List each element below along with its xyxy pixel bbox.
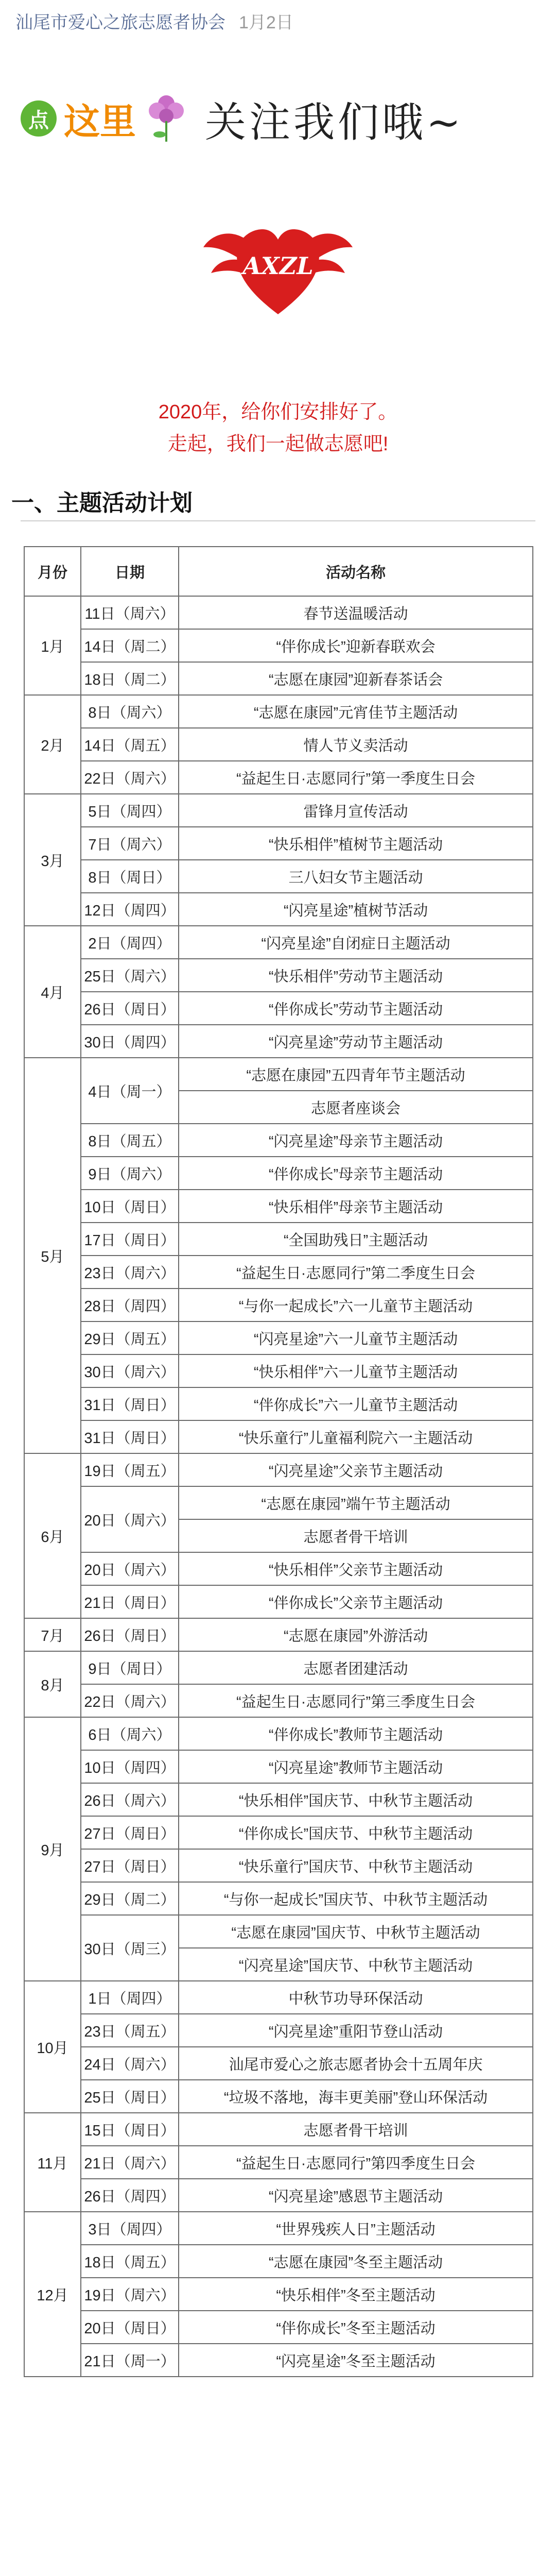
table-row [24, 1816, 533, 1849]
activity-name-cell: “伴你成长”教师节主题活动 [179, 1717, 533, 1750]
date-cell: 20日（周六） [81, 1552, 179, 1585]
table-row [24, 1915, 533, 1948]
activity-name-cell: “快乐相伴”劳动节主题活动 [179, 959, 533, 992]
logo-text: AXZL [242, 252, 314, 280]
date-cell: 30日（周四） [81, 1025, 179, 1058]
activity-name-cell: “快乐相伴”冬至主题活动 [179, 2278, 533, 2311]
date-cell: 31日（周日） [81, 1420, 179, 1453]
month-cell: 3月 [24, 794, 81, 926]
date-cell: 12日（周四） [81, 893, 179, 926]
activity-name-cell: “快乐相伴”国庆节、中秋节主题活动 [179, 1783, 533, 1816]
date-cell: 23日（周六） [81, 1256, 179, 1289]
table-row [24, 1486, 533, 1519]
activity-name-cell: 春节送温暖活动 [179, 596, 533, 629]
date-cell: 31日（周日） [81, 1387, 179, 1420]
date-cell: 18日（周二） [81, 662, 179, 695]
date-cell: 21日（周六） [81, 2146, 179, 2179]
activity-name-cell: “垃圾不落地，海丰更美丽”登山环保活动 [179, 2080, 533, 2113]
activity-name-cell: “快乐童行”儿童福利院六一主题活动 [179, 1420, 533, 1453]
date-cell: 26日（周日） [81, 992, 179, 1025]
month-cell: 11月 [24, 2113, 81, 2212]
date-cell: 26日（周四） [81, 2179, 179, 2212]
date-cell: 27日（周日） [81, 1816, 179, 1849]
table-row [24, 695, 533, 728]
date-cell: 25日（周日） [81, 2080, 179, 2113]
activity-name-cell: “闪亮星途”自闭症日主题活动 [179, 926, 533, 959]
month-cell: 12月 [24, 2212, 81, 2377]
date-cell: 27日（周日） [81, 1849, 179, 1882]
date-cell: 28日（周四） [81, 1289, 179, 1321]
intro-line-2: 走起，我们一起做志愿吧! [167, 433, 389, 455]
activity-name-cell: “志愿在康园”迎新春茶话会 [179, 662, 533, 695]
header-month: 月份 [24, 547, 81, 596]
table-row [24, 596, 533, 629]
table-row [24, 959, 533, 992]
table-row [24, 1058, 533, 1091]
date-cell: 20日（周六） [81, 1486, 179, 1552]
date-cell: 20日（周日） [81, 2311, 179, 2344]
date-cell: 19日（周六） [81, 2278, 179, 2311]
month-cell: 4月 [24, 926, 81, 1058]
activity-name-cell: “伴你成长”冬至主题活动 [179, 2311, 533, 2344]
activity-name-cell: 志愿者骨干培训 [179, 1519, 533, 1552]
date-cell: 30日（周六） [81, 1354, 179, 1387]
activity-name-cell: 中秋节功导环保活动 [179, 1981, 533, 2014]
month-cell: 10月 [24, 1981, 81, 2113]
header-date: 日期 [81, 547, 179, 596]
flower-icon [143, 89, 189, 148]
activity-name-cell: “志愿在康园”外游活动 [179, 1618, 533, 1651]
activity-name-cell: “全国助残日”主题活动 [179, 1223, 533, 1256]
activity-name-cell: “志愿在康园”元宵佳节主题活动 [179, 695, 533, 728]
table-row [24, 1882, 533, 1915]
date-cell: 21日（周日） [81, 1585, 179, 1618]
table-row [24, 926, 533, 959]
table-row [24, 662, 533, 695]
activity-name-cell: “闪亮星途”国庆节、中秋节主题活动 [179, 1948, 533, 1981]
activity-name-cell: 志愿者团建活动 [179, 1651, 533, 1684]
activity-name-cell: “益起生日·志愿同行”第二季度生日会 [179, 1256, 533, 1289]
table-row [24, 1420, 533, 1453]
activity-name-cell: 三八妇女节主题活动 [179, 860, 533, 893]
table-row [24, 2113, 533, 2146]
activity-name-cell: “快乐相伴”母亲节主题活动 [179, 1190, 533, 1223]
date-cell: 24日（周六） [81, 2047, 179, 2080]
dot-logo-icon: 点 [21, 100, 57, 137]
activity-name-cell: “快乐相伴”父亲节主题活动 [179, 1552, 533, 1585]
table-row [24, 1783, 533, 1816]
org-name-link[interactable]: 汕尾市爱心之旅志愿者协会 [15, 12, 225, 32]
table-row [24, 1585, 533, 1618]
activity-name-cell: 情人节义卖活动 [179, 728, 533, 761]
date-cell: 22日（周六） [81, 761, 179, 794]
month-cell: 9月 [24, 1717, 81, 1981]
activity-name-cell: “快乐童行”国庆节、中秋节主题活动 [179, 1849, 533, 1882]
activity-name-cell: “闪亮星途”六一儿童节主题活动 [179, 1321, 533, 1354]
activity-name-cell: “闪亮星途”植树节活动 [179, 893, 533, 926]
section-divider [21, 520, 535, 521]
section-title-theme-plan: 一、主题活动计划 [11, 490, 193, 516]
date-cell: 26日（周日） [81, 1618, 179, 1651]
table-row [24, 2047, 533, 2080]
table-row [24, 1354, 533, 1387]
activity-name-cell: “与你一起成长”国庆节、中秋节主题活动 [179, 1882, 533, 1915]
table-row [24, 2278, 533, 2311]
table-row [24, 1289, 533, 1321]
activity-name-cell: “志愿在康园”五四青年节主题活动 [179, 1058, 533, 1091]
follow-banner [21, 77, 535, 160]
table-row [24, 827, 533, 860]
table-row [24, 794, 533, 827]
association-logo [201, 206, 355, 319]
table-row [24, 1618, 533, 1651]
activity-name-cell: “世界残疾人日”主题活动 [179, 2212, 533, 2245]
activity-name-cell: “志愿在康园”国庆节、中秋节主题活动 [179, 1915, 533, 1948]
date-cell: 8日（周日） [81, 860, 179, 893]
activity-name-cell: “益起生日·志愿同行”第三季度生日会 [179, 1684, 533, 1717]
table-row [24, 1651, 533, 1684]
activity-name-cell: “益起生日·志愿同行”第一季度生日会 [179, 761, 533, 794]
date-cell: 19日（周五） [81, 1453, 179, 1486]
article-header [0, 0, 556, 41]
activity-name-cell: “伴你成长”六一儿童节主题活动 [179, 1387, 533, 1420]
table-row [24, 2146, 533, 2179]
date-cell: 10日（周日） [81, 1190, 179, 1223]
date-cell: 8日（周六） [81, 695, 179, 728]
date-cell: 9日（周日） [81, 1651, 179, 1684]
activity-name-cell: “伴你成长”国庆节、中秋节主题活动 [179, 1816, 533, 1849]
table-row [24, 1981, 533, 2014]
table-row [24, 629, 533, 662]
month-cell: 5月 [24, 1058, 81, 1453]
date-cell: 29日（周二） [81, 1882, 179, 1915]
table-row [24, 1552, 533, 1585]
table-row [24, 893, 533, 926]
activity-name-cell: “伴你成长”母亲节主题活动 [179, 1157, 533, 1190]
theme-activity-table [24, 546, 533, 2377]
date-cell: 11日（周六） [81, 596, 179, 629]
date-cell: 14日（周五） [81, 728, 179, 761]
table-row [24, 1684, 533, 1717]
table-header-row [24, 547, 533, 596]
activity-name-cell: “伴你成长”父亲节主题活动 [179, 1585, 533, 1618]
activity-name-cell: “与你一起成长”六一儿童节主题活动 [179, 1289, 533, 1321]
follow-us-text: 关注我们哦~ [205, 98, 464, 146]
header-activity: 活动名称 [179, 547, 533, 596]
date-cell: 29日（周五） [81, 1321, 179, 1354]
activity-name-cell: “闪亮星途”母亲节主题活动 [179, 1124, 533, 1157]
date-cell: 8日（周五） [81, 1124, 179, 1157]
date-cell: 26日（周六） [81, 1783, 179, 1816]
table-row [24, 1025, 533, 1058]
table-row [24, 992, 533, 1025]
table-row [24, 1321, 533, 1354]
table-row [24, 2080, 533, 2113]
table-row [24, 761, 533, 794]
activity-name-cell: “闪亮星途”教师节主题活动 [179, 1750, 533, 1783]
month-cell: 2月 [24, 695, 81, 794]
activity-name-cell: “闪亮星途”父亲节主题活动 [179, 1453, 533, 1486]
table-row [24, 1387, 533, 1420]
activity-name-cell: “闪亮星途”冬至主题活动 [179, 2344, 533, 2377]
date-cell: 2日（周四） [81, 926, 179, 959]
table-row [24, 1849, 533, 1882]
date-cell: 1日（周四） [81, 1981, 179, 2014]
table-row [24, 1223, 533, 1256]
date-cell: 15日（周日） [81, 2113, 179, 2146]
activity-name-cell: 雷锋月宣传活动 [179, 794, 533, 827]
activity-name-cell: 汕尾市爱心之旅志愿者协会十五周年庆 [179, 2047, 533, 2080]
table-row [24, 2212, 533, 2245]
date-cell: 10日（周四） [81, 1750, 179, 1783]
date-cell: 6日（周六） [81, 1717, 179, 1750]
date-cell: 17日（周日） [81, 1223, 179, 1256]
date-cell: 21日（周一） [81, 2344, 179, 2377]
date-cell: 18日（周五） [81, 2245, 179, 2278]
date-cell: 3日（周四） [81, 2212, 179, 2245]
date-cell: 14日（周二） [81, 629, 179, 662]
activity-name-cell: “闪亮星途”感恩节主题活动 [179, 2179, 533, 2212]
table-row [24, 1717, 533, 1750]
month-cell: 7月 [24, 1618, 81, 1651]
date-cell: 23日（周五） [81, 2014, 179, 2047]
date-cell: 4日（周一） [81, 1058, 179, 1124]
table-row [24, 2014, 533, 2047]
here-label: 这里 [64, 101, 136, 142]
activity-name-cell: “伴你成长”劳动节主题活动 [179, 992, 533, 1025]
date-cell: 9日（周六） [81, 1157, 179, 1190]
table-row [24, 1453, 533, 1486]
activity-name-cell: 志愿者座谈会 [179, 1091, 533, 1124]
month-cell: 1月 [24, 596, 81, 695]
activity-name-cell: “志愿在康园”端午节主题活动 [179, 1486, 533, 1519]
table-row [24, 1124, 533, 1157]
publish-date: 1月2日 [239, 12, 293, 32]
activity-name-cell: “志愿在康园”冬至主题活动 [179, 2245, 533, 2278]
table-row [24, 2179, 533, 2212]
activity-name-cell: “快乐相伴”六一儿童节主题活动 [179, 1354, 533, 1387]
date-cell: 22日（周六） [81, 1684, 179, 1717]
month-cell: 8月 [24, 1651, 81, 1717]
table-row [24, 860, 533, 893]
table-row [24, 728, 533, 761]
date-cell: 30日（周三） [81, 1915, 179, 1981]
table-row [24, 1157, 533, 1190]
table-row [24, 1190, 533, 1223]
activity-name-cell: “闪亮星途”劳动节主题活动 [179, 1025, 533, 1058]
table-row [24, 2344, 533, 2377]
activity-name-cell: “闪亮星途”重阳节登山活动 [179, 2014, 533, 2047]
table-row [24, 2245, 533, 2278]
table-row [24, 1750, 533, 1783]
activity-name-cell: 志愿者骨干培训 [179, 2113, 533, 2146]
activity-name-cell: “伴你成长”迎新春联欢会 [179, 629, 533, 662]
date-cell: 7日（周六） [81, 827, 179, 860]
table-row [24, 2311, 533, 2344]
activity-name-cell: “快乐相伴”植树节主题活动 [179, 827, 533, 860]
intro-line-1: 2020年，给你们安排好了。 [158, 401, 398, 423]
month-cell: 6月 [24, 1453, 81, 1618]
activity-name-cell: “益起生日·志愿同行”第四季度生日会 [179, 2146, 533, 2179]
table-row [24, 1256, 533, 1289]
date-cell: 25日（周六） [81, 959, 179, 992]
date-cell: 5日（周四） [81, 794, 179, 827]
